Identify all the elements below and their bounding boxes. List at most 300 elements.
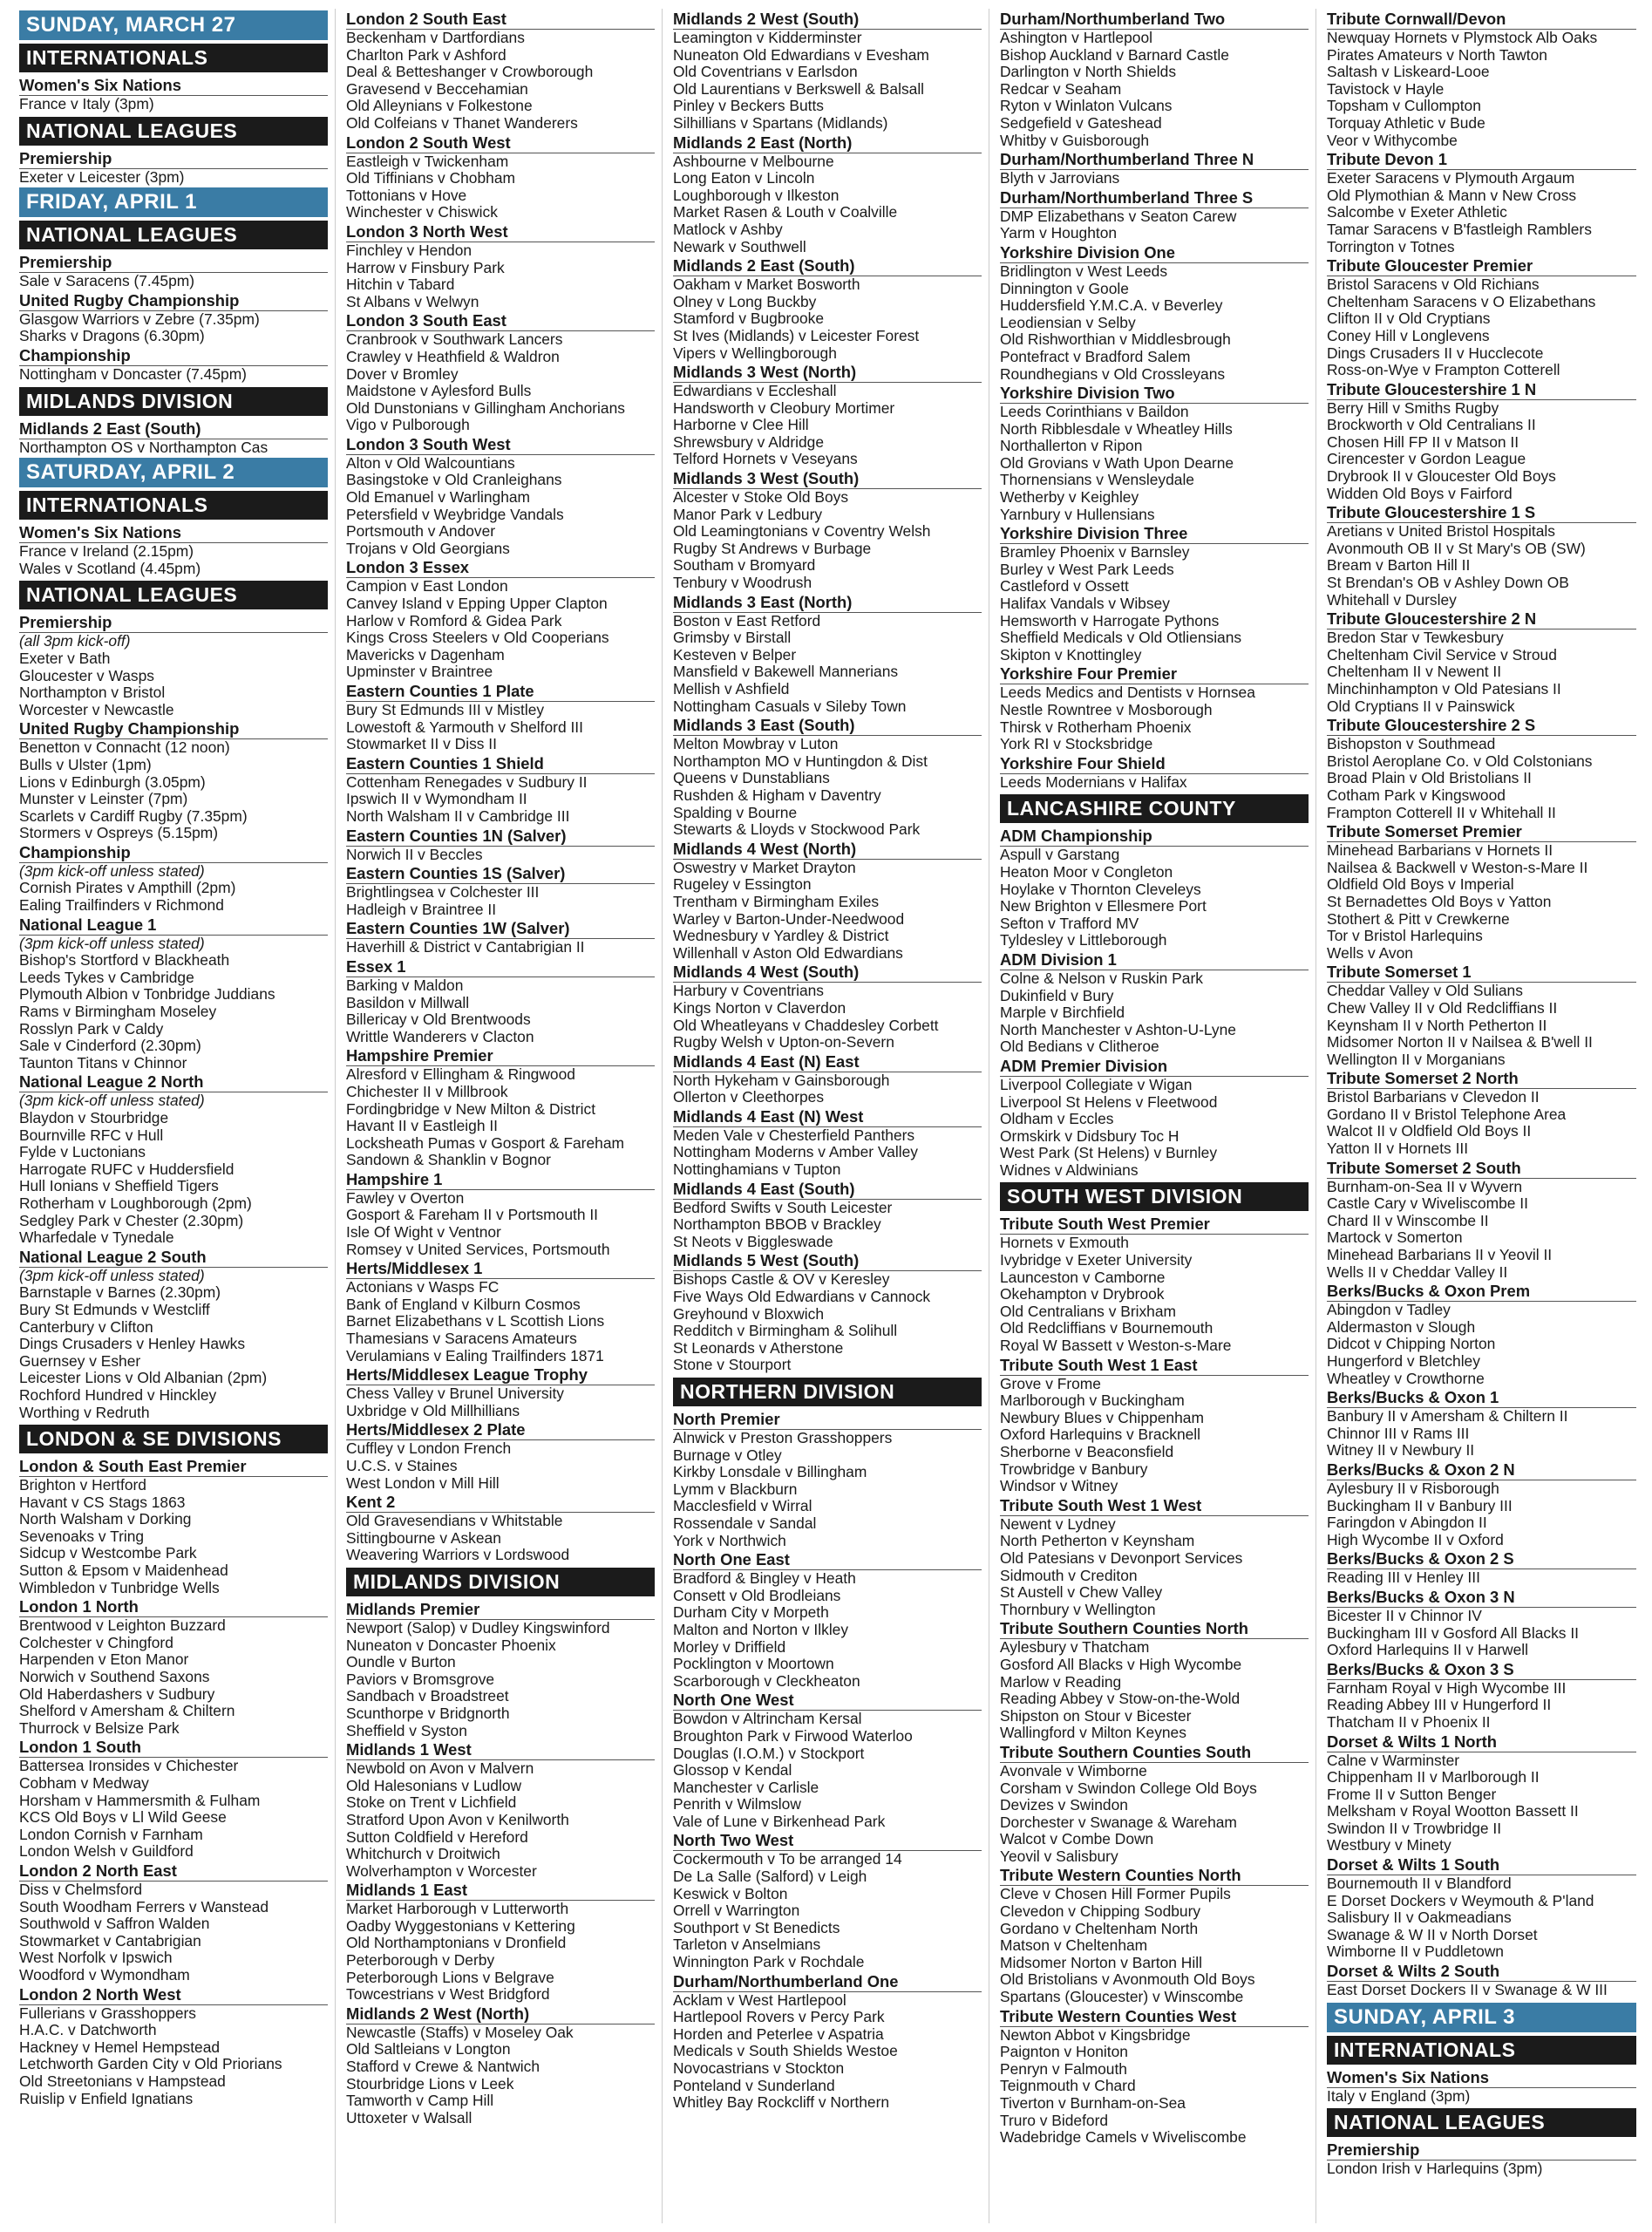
fixture: Maidstone v Aylesford Bulls [346,382,532,400]
fixture: Boston v East Retford [673,611,821,629]
fixture: Wheatley v Crowthorne [1327,1369,1485,1387]
fixture: Pontefract v Bradford Salem [1000,347,1191,365]
fixture: Old Rishworthian v Middlesbrough [1000,330,1231,349]
fixture: St Leonards v Atherstone [673,1338,844,1357]
fixture: Rugby St Andrews v Burbage [673,539,872,557]
league-heading: Tribute South West 1 East [1000,1356,1309,1376]
fixture: Kings Cross Steelers v Old Cooperians [346,629,609,647]
league-heading: Durham/Northumberland Three N [1000,150,1309,170]
fixture: Gloucester v Wasps [19,666,154,684]
fixture: Sidcup v Westcombe Park [19,1544,197,1562]
fixture: Thurrock v Belsize Park [19,1718,180,1737]
fixture: Writtle Wanderers v Clacton [346,1027,534,1045]
fixtures-column-1 [9,9,336,2223]
fixture: Shipston on Stour v Bicester [1000,1706,1192,1725]
fixture: Horsham v Hammersmith & Fulham [19,1791,261,1809]
fixture: Whitchurch v Droitwich [346,1845,500,1863]
fixture: Old Plymothian & Mann v New Cross [1327,186,1577,204]
fixture: North Walsham II v Cambridge III [346,806,570,825]
fixture: Havant II v Eastleigh II [346,1117,498,1135]
league-heading: Eastern Counties 1N (Salver) [346,827,655,847]
league-heading: Eastern Counties 1 Plate [346,682,655,702]
fixture: Olney v Long Buckby [673,292,817,310]
fixture: Glasgow Warriors v Zebre (7.35pm) [19,310,260,328]
fixture: Swanage & W II v North Dorset [1327,1925,1538,1943]
fixture: Southport v St Benedicts [673,1918,840,1936]
fixture: Sutton Coldfield v Hereford [346,1827,528,1846]
fixture: Bournemouth II v Blandford [1327,1875,1512,1893]
fixture: Silhillians v Spartans (Midlands) [673,113,888,132]
fixture: Marple v Birchfield [1000,1004,1125,1022]
fixture: Cottenham Renegades v Sudbury II [346,772,588,791]
fixture: Oxford Harlequins v Bracknell [1000,1426,1201,1444]
fixture: Alton v Old Walcountians [346,453,515,472]
fixtures-column-4 [989,9,1316,2223]
fixture: Sidmouth v Crediton [1000,1566,1138,1584]
fixture: Morley v Driffield [673,1637,786,1656]
fixture: Sandown & Shanklin v Bognor [346,1151,551,1169]
fixture: Reading Abbey III v Hungerford II [1327,1696,1552,1714]
fixture: Old Redcliffians v Bournemouth [1000,1319,1214,1337]
fixture: Acklam v West Hartlepool [673,1990,846,2009]
fixture: Keswick v Bolton [673,1884,788,1902]
league-heading: Herts/Middlesex 2 Plate [346,1420,655,1440]
fixture: Cheltenham II v Newent II [1327,663,1502,681]
fixture: Stamford v Bugbrooke [673,310,825,328]
fixture: Liverpool St Helens v Fleetwood [1000,1092,1218,1111]
fixture: Worthing v Redruth [19,1403,150,1421]
fixture: Thirsk v Rotherham Phoenix [1000,718,1192,736]
fixture: Wolverhampton v Worcester [346,1861,537,1880]
league-heading: National League 1 [19,915,328,936]
fixture: Orrell v Warrington [673,1902,800,1920]
fixture: Old Coventrians v Earlsdon [673,63,858,81]
fixture: Old Centralians v Brixham [1000,1302,1176,1320]
fixture: Exeter Saracens v Plymouth Argaum [1327,169,1575,187]
fixture: Midsomer Norton II v Nailsea & B'well II [1327,1033,1593,1051]
league-heading: Midlands 4 East (N) East [673,1052,982,1072]
league-heading: Midlands 3 East (South) [673,716,982,736]
fixture: Brockworth v Old Centralians II [1327,416,1536,434]
league-heading: United Rugby Championship [19,291,328,311]
league-heading: Premiership [19,253,328,273]
league-heading: Berks/Bucks & Oxon Prem [1327,1282,1636,1302]
fixture: France v Italy (3pm) [19,95,154,112]
fixture: DMP Elizabethans v Seaton Carew [1000,207,1237,225]
fixture: Aspull v Garstang [1000,846,1120,864]
fixture: Wells II v Cheddar Valley II [1327,1262,1508,1281]
section-heading: LONDON & SE DIVISIONS [19,1425,328,1453]
fixture: Kesteven v Belper [673,645,797,663]
fixture: Corsham v Swindon College Old Boys [1000,1779,1257,1797]
fixture: Weavering Warriors v Lordswood [346,1546,570,1564]
fixture: Stormers v Ospreys (5.15pm) [19,824,219,842]
fixture: Sedgley Park v Chester (2.30pm) [19,1211,244,1229]
fixture: Petersfield v Weybridge Vandals [346,505,564,523]
fixture: Stafford v Crewe & Nantwich [346,2058,540,2076]
fixture: Old Alleynians v Folkestone [346,97,533,115]
fixture: Sandbach v Broadstreet [346,1687,509,1705]
fixture: Upminster v Braintree [346,663,493,681]
fixture: Leeds Corinthians v Baildon [1000,403,1189,421]
fixture: Old Patesians v Devonport Services [1000,1548,1243,1567]
spacer [1327,1999,1636,2001]
fixture: Bury St Edmunds v Westcliff [19,1300,210,1318]
fixture: Sutton & Epsom v Maidenhead [19,1562,228,1580]
fixture: Castleford v Ossett [1000,577,1129,595]
league-heading: London 1 South [19,1738,328,1758]
fixture: Northampton BBOB v Brackley [673,1215,881,1234]
league-heading: Midlands 4 East (South) [673,1180,982,1200]
fixture: Stothert & Pitt v Crewkerne [1327,909,1510,928]
fixture: Deal & Betteshanger v Crowborough [346,63,594,81]
fixture: Paviors v Bromsgrove [346,1670,495,1688]
fixture: Trentham v Birmingham Exiles [673,892,880,910]
fixture: Barnstaple v Barnes (2.30pm) [19,1283,221,1302]
league-heading: Berks/Bucks & Oxon 1 [1327,1388,1636,1408]
fixture: Old Bedians v Clitheroe [1000,1038,1159,1056]
league-heading: Yorkshire Four Shield [1000,754,1309,774]
fixture: Loughborough v Ilkeston [673,186,840,204]
league-heading: Premiership [19,613,328,633]
fixture: Brighton v Hertford [19,1476,146,1494]
fixture: Letchworth Garden City v Old Priorians [19,2055,282,2073]
fixture: Bury St Edmunds III v Mistley [346,701,545,718]
fixtures-column-3 [663,9,989,2223]
fixture: Liverpool Collegiate v Wigan [1000,1075,1193,1093]
fixture: Northampton MO v Huntingdon & Dist [673,752,928,770]
fixture: South Woodham Ferrers v Wanstead [19,1897,269,1916]
fixture: Sheffield Medicals v Old Otliensians [1000,629,1242,647]
fixture: Leodiensian v Selby [1000,313,1136,331]
fixture: Bedford Swifts v South Leicester [673,1198,893,1216]
league-heading: Dorset & Wilts 1 South [1327,1855,1636,1875]
fixture: Witney II v Newbury II [1327,1441,1475,1460]
fixture: Crawley v Heathfield & Waldron [346,347,560,365]
fixture: Ollerton v Cleethorpes [673,1088,825,1106]
fixture: Old Grovians v Wath Upon Dearne [1000,453,1234,472]
league-heading: Eastern Counties 1 Shield [346,754,655,774]
fixture: Cheltenham Civil Service v Stroud [1327,645,1557,663]
fixture: Newent v Lydney [1000,1514,1116,1533]
fixture: Ryton v Winlaton Vulcans [1000,97,1173,115]
fixture: Harrogate RUFC v Huddersfield [19,1160,235,1178]
fixture: Handsworth v Cleobury Mortimer [673,398,895,417]
fixture: Salisbury II v Oakmeadians [1327,1909,1512,1927]
fixture: Gordano II v Bristol Telephone Area [1327,1105,1567,1123]
league-heading: Tribute Gloucestershire 1 N [1327,380,1636,400]
fixture: Charlton Park v Ashford [346,45,506,64]
fixture: Hemsworth v Harrogate Pythons [1000,611,1220,629]
league-heading: Premiership [19,149,328,169]
fixture: Cotham Park v Kingswood [1327,786,1506,804]
league-heading: Tribute Western Counties North [1000,1866,1309,1886]
league-heading: London 3 Essex [346,558,655,578]
fixture: Bristol Saracens v Old Richians [1327,276,1540,294]
fixture: Guernsey v Esher [19,1351,141,1370]
fixture: Buckingham II v Banbury III [1327,1496,1513,1514]
section-heading: NATIONAL LEAGUES [19,221,328,249]
fixture: Newbold on Avon v Malvern [346,1759,534,1778]
fixture: Warley v Barton-Under-Needwood [673,909,905,928]
fixture: Coney Hill v Longlevens [1327,326,1490,344]
fixture: Devizes v Swindon [1000,1796,1128,1814]
league-heading: Women's Six Nations [19,76,328,96]
fixture: Faringdon v Abingdon II [1327,1514,1487,1532]
fixture: Novocastrians v Stockton [673,2059,845,2077]
fixture: Bristol Aeroplane Co. v Old Colstonians [1327,752,1593,770]
fixture: Old Leamingtonians v Coventry Welsh [673,522,931,541]
fixture: Stowmarket II v Diss II [346,735,497,753]
fixture: Matlock v Ashby [673,220,783,238]
league-heading: Tribute Southern Counties North [1000,1619,1309,1639]
fixture: Old Cryptians II v Painswick [1327,697,1515,715]
fixture: Plymouth Albion v Tonbridge Juddians [19,985,275,1004]
league-heading: Tribute Gloucestershire 2 N [1327,609,1636,629]
fixture: Nottingham Moderns v Amber Valley [673,1143,918,1161]
fixture: Bridlington v West Leeds [1000,262,1168,280]
league-heading: London & South East Premier [19,1457,328,1477]
fixture: Lions v Edinburgh (3.05pm) [19,772,206,791]
fixture: Uxbridge v Old Millhillians [346,1401,520,1419]
fixture: Tarleton v Anselmians [673,1936,821,1954]
fixture: North Manchester v Ashton-U-Lyne [1000,1020,1236,1038]
league-heading: Herts/Middlesex League Trophy [346,1365,655,1385]
fixture: Yarnbury v Hullensians [1000,505,1155,523]
fixture: Drybrook II v Gloucester Old Boys [1327,467,1556,486]
league-heading: North Two West [673,1831,982,1851]
fixture: Matson v Cheltenham [1000,1936,1148,1955]
section-heading: SOUTH WEST DIVISION [1000,1182,1309,1211]
fixture: Clevedon v Chipping Sodbury [1000,1902,1201,1921]
fixture: Munster v Leinster (7pm) [19,790,188,808]
fixture: Colne & Nelson v Ruskin Park [1000,969,1203,987]
fixture: Fylde v Luctonians [19,1143,146,1161]
section-heading: LANCASHIRE COUNTY [1000,794,1309,823]
fixture: Broad Plain v Old Bristolians II [1327,769,1532,787]
league-heading: Midlands 3 West (South) [673,469,982,489]
fixture: Yeovil v Salisbury [1000,1847,1118,1865]
fixture: Huddersfield Y.M.C.A. v Beverley [1000,296,1223,315]
fixture: Wimborne II v Puddletown [1327,1943,1504,1961]
fixture: Sherborne v Beaconsfield [1000,1443,1174,1460]
fixture: Bishop Auckland v Barnard Castle [1000,45,1229,64]
fixture: Rotherham v Loughborough (2pm) [19,1194,252,1212]
fixture: Queens v Dunstablians [673,769,830,787]
fixture: Cuffley v London French [346,1439,512,1458]
fixture: Newark v Southwell [673,237,806,255]
fixture: Ipswich II v Wymondham II [346,790,527,808]
fixture: Martock v Somerton [1327,1228,1463,1247]
section-heading: MIDLANDS DIVISION [346,1568,655,1596]
league-heading: United Rugby Championship [19,719,328,739]
fixture: Wimbledon v Tunbridge Wells [19,1578,220,1596]
league-heading: Championship [19,346,328,366]
fixture: Harrow v Finsbury Park [346,258,505,276]
fixture: Old Northamptonians v Dronfield [346,1934,567,1952]
fixture: Sale v Cinderford (2.30pm) [19,1037,201,1055]
fixture: Pirates Amateurs v North Tawton [1327,45,1547,64]
fixture: Teignmouth v Chard [1000,2077,1136,2095]
fixture: Pinley v Beckers Butts [673,97,825,115]
fixture: Calne v Warminster [1327,1751,1460,1769]
fixture: Whitley Bay Rockcliff v Northern [673,2093,890,2112]
fixture: Spalding v Bourne [673,803,798,821]
fixture: Hoylake v Thornton Cleveleys [1000,880,1201,898]
fixture: Northampton OS v Northampton Cas [19,438,269,456]
fixture: Woodford v Wymondham [19,1965,190,1984]
fixture: Sefton v Trafford MV [1000,914,1139,932]
fixture: Gordano v Cheltenham North [1000,1919,1199,1937]
league-heading: Midlands 3 West (North) [673,363,982,383]
fixture: Ponteland v Sunderland [673,2076,835,2094]
fixture: Bream v Barton Hill II [1327,556,1471,575]
fixture: Alnwick v Preston Grasshoppers [673,1429,893,1446]
league-heading: Tribute Western Counties West [1000,2007,1309,2027]
fixture: Gosford All Blacks v High Wycombe [1000,1655,1242,1673]
fixture: Harbury v Coventrians [673,982,825,1000]
league-heading: Tribute South West Premier [1000,1215,1309,1235]
league-heading: Women's Six Nations [1327,2068,1636,2088]
fixture: Southwold v Saffron Walden [19,1915,210,1933]
league-heading: Eastern Counties 1W (Salver) [346,919,655,939]
fixture: St Brendan's OB v Ashley Down OB [1327,574,1569,592]
fixture: Dukinfield v Bury [1000,986,1114,1004]
league-heading: Dorset & Wilts 1 North [1327,1732,1636,1752]
date-heading: SUNDAY, APRIL 3 [1327,2003,1636,2032]
fixture: Thornensians v Wensleydale [1000,471,1194,489]
fixture: Hornets v Exmouth [1000,1234,1129,1252]
fixture: Wells v Avon [1327,943,1413,962]
fixture: Marlow v Reading [1000,1672,1122,1691]
fixture: Dover v Bromley [346,364,459,383]
fixture: Hadleigh v Braintree II [346,900,497,918]
fixture: Isle Of Wight v Ventnor [346,1223,501,1242]
fixture: Rosslyn Park v Caldy [19,1019,164,1038]
fixture: E Dorset Dockers v Weymouth & P'land [1327,1891,1594,1909]
fixture: Nottingham Casuals v Sileby Town [673,697,907,715]
fixture: Aylesbury v Thatcham [1000,1638,1150,1657]
fixture: Abingdon v Tadley [1327,1301,1451,1319]
fixture: Dinnington v Goole [1000,279,1129,297]
fixture: Burley v West Park Leeds [1000,560,1174,578]
league-heading: Berks/Bucks & Oxon 2 S [1327,1549,1636,1569]
fixture: Topsham v Cullompton [1327,97,1481,115]
fixture: Rugeley v Essington [673,875,812,894]
fixture: Bishopston v Southmead [1327,735,1496,753]
fixture: Old Halesonians v Ludlow [346,1776,522,1794]
fixture: Campion v East London [346,577,508,595]
league-heading: Berks/Bucks & Oxon 2 N [1327,1460,1636,1480]
fixture: Old Wheatleyans v Chaddesley Corbett [673,1016,939,1034]
league-heading: London 3 North West [346,222,655,242]
fixture: Uttoxeter v Walsall [346,2108,472,2127]
league-heading: Durham/Northumberland Two [1000,10,1309,30]
league-heading: Durham/Northumberland One [673,1972,982,1992]
league-heading: Midlands 1 West [346,1740,655,1760]
fixture: Haverhill & District v Cantabrigian II [346,938,585,956]
fixture: Minehead Barbarians v Hornets II [1327,841,1553,860]
fixture: Consett v Old Brodleians [673,1586,841,1604]
fixture: Wallingford v Milton Keynes [1000,1724,1186,1742]
fixture: Wetherby v Keighley [1000,488,1139,507]
fixture: Brightlingsea v Colchester III [346,883,540,902]
fixture: Nottinghamians v Tupton [673,1160,841,1179]
league-heading: Midlands 1 East [346,1881,655,1901]
fixture: Penrith v Wilmslow [673,1795,801,1814]
fixture: York v Northwich [673,1531,786,1549]
fixture: Grove v Frome [1000,1374,1101,1392]
fixture: Mansfield v Bakewell Mannerians [673,663,899,681]
fixture: Torrington v Totnes [1327,237,1455,255]
fixture: Chard II v Winscombe II [1327,1211,1489,1229]
kickoff-note: (all 3pm kick-off) [19,632,131,650]
fixture: Oswestry v Market Drayton [673,858,856,876]
kickoff-note: (3pm kick-off unless stated) [19,1092,205,1110]
date-heading: SATURDAY, APRIL 2 [19,458,328,487]
fixture: West Norfolk v Ipswich [19,1949,173,1967]
league-heading: ADM Division 1 [1000,950,1309,970]
fixture: Finchley v Hendon [346,241,472,259]
fixture: Tavistock v Hayle [1327,79,1445,98]
fixture: York RI v Stocksbridge [1000,735,1153,753]
fixture: Ashbourne v Melbourne [673,152,834,170]
league-heading: Tribute Gloucestershire 2 S [1327,716,1636,736]
fixture: Market Harborough v Lutterworth [346,1900,569,1918]
fixture: Skipton v Knottingley [1000,645,1142,663]
fixture: Oadby Wyggestonians v Kettering [346,1916,575,1935]
fixture: St Ives (Midlands) v Leicester Forest [673,326,920,344]
fixture: Ashington v Hartlepool [1000,29,1152,46]
fixture: Ormskirk v Didsbury Toc H [1000,1126,1180,1145]
fixture: Spartans (Gloucester) v Winscombe [1000,1988,1244,2006]
fixture: Hitchin v Tabard [346,276,455,294]
fixture: Newbury Blues v Chippenham [1000,1408,1204,1426]
fixture: Vale of Lune v Birkenhead Park [673,1812,886,1830]
fixture: Harpenden v Eton Manor [19,1650,189,1669]
fixture: Peterborough v Derby [346,1951,495,1970]
league-heading: London 1 North [19,1597,328,1617]
fixture: Chew Valley II v Old Redcliffians II [1327,998,1558,1017]
fixture: Chippenham II v Marlborough II [1327,1768,1540,1786]
fixture: Taunton Titans v Chinnor [19,1053,187,1072]
date-heading: SUNDAY, MARCH 27 [19,10,328,40]
fixture: Hackney v Hemel Hempstead [19,2038,221,2056]
fixture: Norwich II v Beccles [346,845,483,863]
fixture: St Bernadettes Old Boys v Yatton [1327,892,1552,910]
fixture: Reading Abbey v Stow-on-the-Wold [1000,1690,1241,1708]
league-heading: London 2 South East [346,10,655,30]
fixture: London Welsh v Guildford [19,1842,194,1861]
fixture: Frome II v Sutton Benger [1327,1785,1497,1803]
fixture: Walcot v Combe Down [1000,1830,1154,1848]
fixture: Actonians v Wasps FC [346,1278,500,1296]
fixture: Tor v Bristol Harlequins [1327,927,1483,945]
section-heading: MIDLANDS DIVISION [19,387,328,416]
fixture: Stone v Stourport [673,1356,792,1374]
fixture: North Ribblesdale v Wheatley Hills [1000,419,1233,438]
fixture: Gravesend v Beccehamian [346,79,528,98]
league-heading: Yorkshire Four Premier [1000,664,1309,684]
fixture: Blaydon v Stourbridge [19,1109,169,1126]
league-heading: Tribute Somerset 2 North [1327,1069,1636,1089]
fixture: Greyhound v Bloxwich [673,1304,825,1323]
league-heading: London 3 South West [346,435,655,455]
fixture: East Dorset Dockers II v Swanage & W III [1327,1981,1608,1999]
fixture: Mavericks v Dagenham [346,645,505,663]
fixture: Widnes v Aldwinians [1000,1160,1139,1179]
fixture: West Park (St Helens) v Burnley [1000,1144,1218,1162]
